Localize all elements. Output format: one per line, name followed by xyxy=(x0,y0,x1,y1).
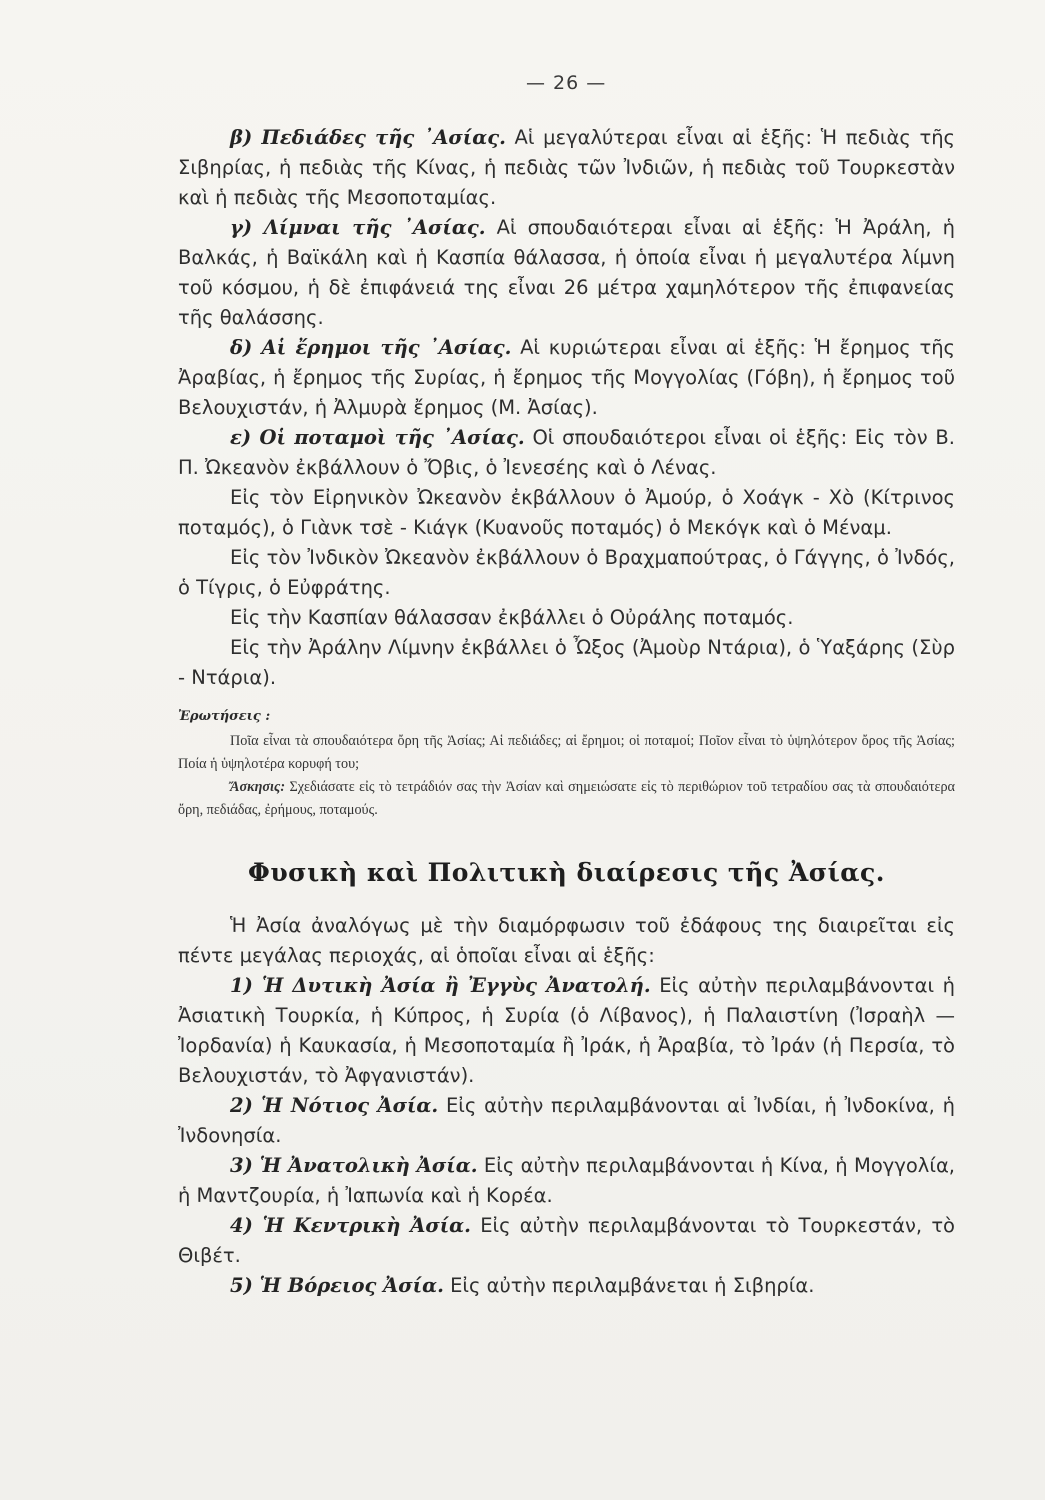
region-label: 1) Ἡ Δυτικὴ Ἀσία ἢ Ἐγγὺς Ἀνατολή. xyxy=(230,974,651,997)
paragraph-plains xyxy=(178,123,955,213)
deserts-heading: δ) Αἱ ἔρημοι τῆς ᾿Ασίας. xyxy=(230,336,512,359)
region-label: 4) Ἡ Κεντρικὴ Ἀσία. xyxy=(230,1214,471,1237)
region-item xyxy=(178,1091,955,1151)
questions-title: Ἐρωτήσεις : xyxy=(178,709,271,724)
rivers-heading: ε) Οἱ ποταμοὶ τῆς ᾿Ασίας. xyxy=(230,426,525,449)
paragraph-lakes xyxy=(178,213,955,333)
plains-heading: β) Πεδιάδες τῆς ᾿Ασίας. xyxy=(230,126,506,149)
region-text: Εἰς αὐτὴν περιλαμβάνεται ἡ Σιβηρία. xyxy=(443,1274,815,1297)
region-text: Εἰς αὐτὴν περιλαμβάνονται τὸ Τουρκεστάν, τὸ Θιβέτ. xyxy=(178,1214,955,1267)
region-label: 5) Ἡ Βόρειος Ἀσία. xyxy=(230,1274,444,1297)
rivers-text: Οἱ σπουδαιότεροι εἶναι οἱ ἑξῆς: Εἰς τὸν Β. Π. Ὠκεανὸν ἐκβάλλουν ὁ Ὄβις, ὁ Ἰενεσέης καὶ ὁ Λένας. xyxy=(178,426,955,479)
region-item xyxy=(178,1271,955,1301)
region-text: Εἰς αὐτὴν περιλαμβάνονται αἱ Ἰνδίαι, ἡ Ἰνδοκίνα, ἡ Ἰνδονησία. xyxy=(178,1094,955,1147)
region-item xyxy=(178,1211,955,1271)
paragraph-deserts xyxy=(178,333,955,423)
paragraph-rivers xyxy=(178,423,955,483)
page-content xyxy=(178,123,955,1301)
questions-text: Ποῖα εἶναι τὰ σπουδαιότερα ὄρη τῆς Ἀσίας; Αἱ πεδιάδες; αἱ ἔρημοι; οἱ ποταμοί; Ποῖον εἶναι τὸ ὑψηλότερον ὄρος τῆς Ἀσίας; Ποία ἡ ὑψηλοτέρα κορυφή του; xyxy=(178,733,955,772)
exercise-text xyxy=(178,776,955,822)
lakes-heading: γ) Λίμναι τῆς ᾿Ασίας. xyxy=(230,216,486,239)
section-title: Φυσικὴ καὶ Πολιτικὴ διαίρεσις τῆς Ἀσίας. xyxy=(248,858,885,887)
exercise-label: Ἄσκησις: xyxy=(230,779,286,795)
paragraph-pacific-rivers: Εἰς τὸν Εἰρηνικὸν Ὠκεανὸν ἐκβάλλουν ὁ Ἀμούρ, ὁ Χοάγκ - Χὸ (Κίτρινος ποταμός), ὁ Γιὰνκ τσὲ - Κιάγκ (Κυανοῦς ποταμός) ὁ Μεκόγκ καὶ ὁ Μέναμ. xyxy=(178,486,955,539)
region-item xyxy=(178,1151,955,1211)
region-label: 3) Ἡ Ἀνατολικὴ Ἀσία. xyxy=(230,1154,478,1177)
plains-text: Αἱ μεγαλύτεραι εἶναι αἱ ἑξῆς: Ἡ πεδιὰς τῆς Σιβηρίας, ἡ πεδιὰς τῆς Κίνας, ἡ πεδιὰς τῶν Ἰνδιῶν, ἡ πεδιὰς τοῦ Τουρκεστὰν καὶ ἡ πεδιὰς τῆς Μεσοποταμίας. xyxy=(178,126,955,209)
paragraph-aral-rivers: Εἰς τὴν Ἀράλην Λίμνην ἐκβάλλει ὁ Ὦξος (Ἀμοὺρ Ντάρια), ὁ Ὑαξάρης (Σὺρ - Ντάρια). xyxy=(178,636,955,689)
region-text: Εἰς αὐτὴν περιλαμβάνονται ἡ Κίνα, ἡ Μογγολία, ἡ Μαντζουρία, ἡ Ἰαπωνία καὶ ἡ Κορέα. xyxy=(178,1154,956,1207)
region-label: 2) Ἡ Νότιος Ἀσία. xyxy=(230,1094,439,1117)
page-number: — 26 — xyxy=(526,72,607,94)
paragraph-caspian-rivers: Εἰς τὴν Κασπίαν θάλασσαν ἐκβάλλει ὁ Οὐράλης ποταμός. xyxy=(230,606,794,629)
section-intro: Ἡ Ἀσία ἀναλόγως μὲ τὴν διαμόρφωσιν τοῦ ἐδάφους της διαιρεῖται εἰς πέντε μεγάλας περιοχάς, αἱ ὁποῖαι εἶναι αἱ ἑξῆς: xyxy=(178,914,955,967)
lakes-text: Αἱ σπουδαιότεραι εἶναι αἱ ἑξῆς: Ἡ Ἀράλη, ἡ Βαλκάς, ἡ Βαϊκάλη καὶ ἡ Κασπία θάλασσα, ἡ ὁποία εἶναι ἡ μεγαλυτέρα λίμνη τοῦ κόσμου, ἡ δὲ ἐπιφάνειά της εἶναι 26 μέτρα χαμηλότερον τῆς ἐπιφανείας τῆς θαλάσσης. xyxy=(178,216,956,329)
region-text: Εἰς αὐτὴν περιλαμβάνονται ἡ Ἀσιατικὴ Τουρκία, ἡ Κύπρος, ἡ Συρία (ὁ Λίβανος), ἡ Παλαιστίνη (Ἰσραὴλ — Ἰορδανία) ἡ Καυκασία, ἡ Μεσοποταμία ἢ Ἰράκ, ἡ Ἀραβία, τὸ Ἰράν (ἡ Περσία, τὸ Βελουχιστάν, τὸ Ἀφγανιστάν). xyxy=(178,974,955,1087)
region-item xyxy=(178,971,955,1091)
deserts-text: Αἱ κυριώτεραι εἶναι αἱ ἑξῆς: Ἡ ἔρημος τῆς Ἀραβίας, ἡ ἔρημος τῆς Συρίας, ἡ ἔρημος τῆς Μογγολίας (Γόβη), ἡ ἔρημος τοῦ Βελουχιστάν, ἡ Ἀλμυρὰ ἔρημος (Μ. Ἀσίας). xyxy=(178,336,955,419)
questions-block xyxy=(178,709,955,822)
paragraph-indian-rivers: Εἰς τὸν Ἰνδικὸν Ὠκεανὸν ἐκβάλλουν ὁ Βραχμαπούτρας, ὁ Γάγγης, ὁ Ἰνδός, ὁ Τίγρις, ὁ Εὐφράτης. xyxy=(178,546,955,599)
exercise-body: Σχεδιάσατε εἰς τὸ τετράδιόν σας τὴν Ἀσίαν καὶ σημειώσατε εἰς τὸ περιθώριον τοῦ τετραδίου σας τὰ σπουδαιότερα ὄρη, πεδιάδας, ἐρήμους, ποταμούς. xyxy=(178,779,955,818)
